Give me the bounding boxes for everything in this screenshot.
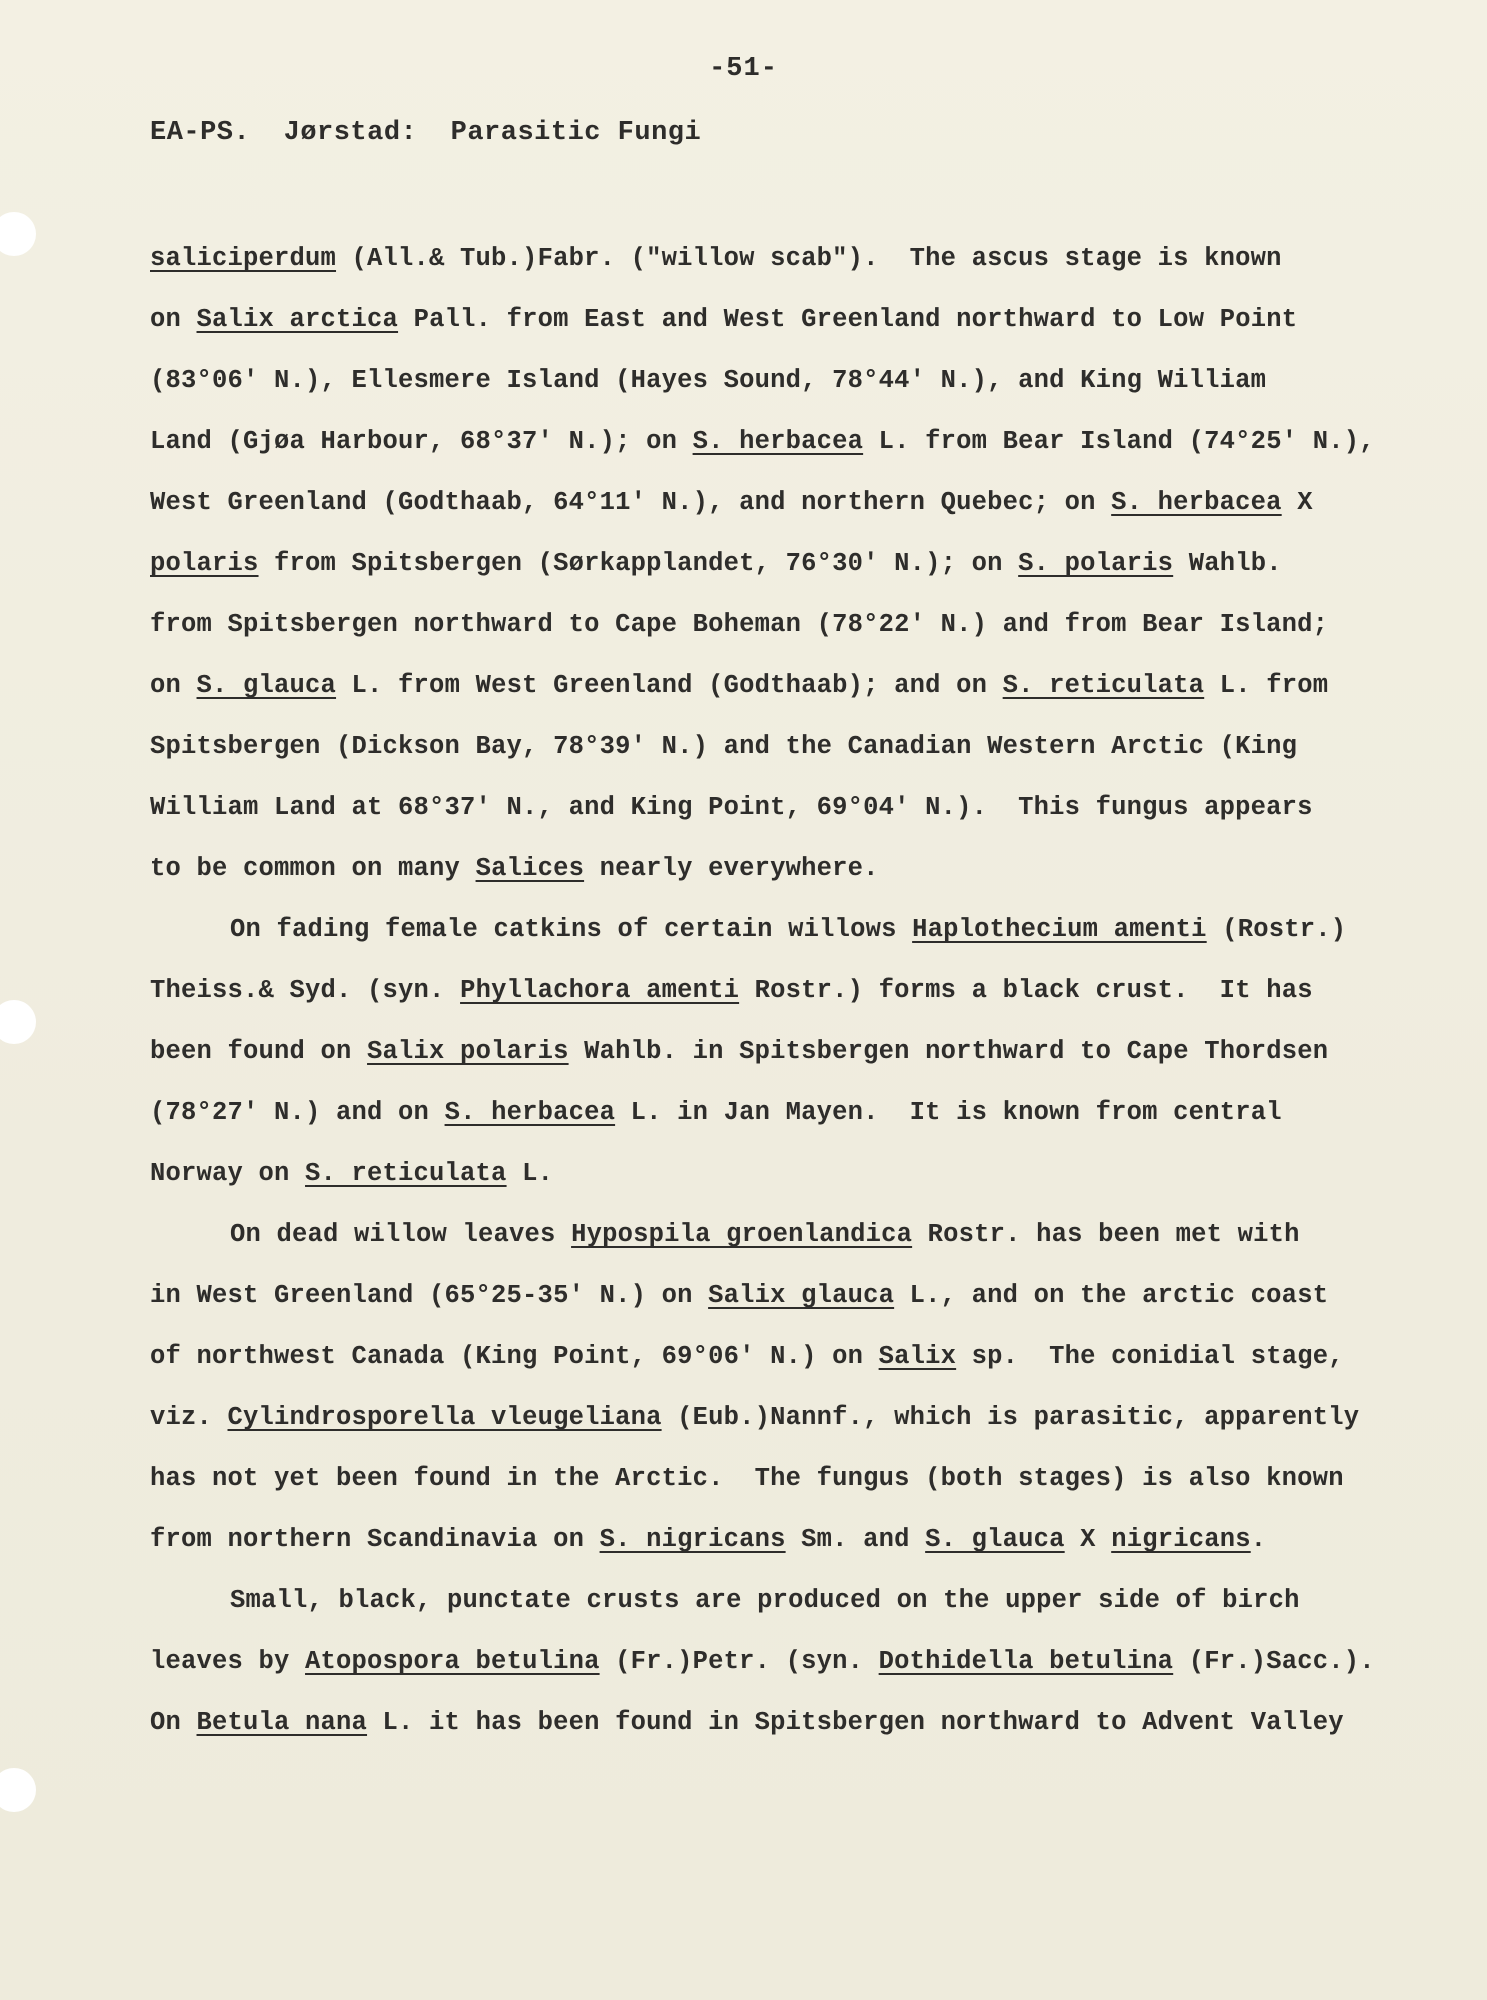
text-segment: leaves by	[150, 1647, 306, 1676]
text-segment: L., and on the arctic coast	[894, 1281, 1329, 1310]
text-line	[150, 594, 1360, 655]
text-segment: from northern Scandinavia on	[150, 1525, 600, 1554]
text-line	[150, 472, 1360, 533]
underlined-taxon: Phyllachora amenti	[460, 976, 740, 1005]
body-text	[150, 228, 1375, 1753]
underlined-taxon: Hypospila groenlandica	[571, 1220, 913, 1249]
text-segment: X	[1281, 488, 1313, 517]
text-segment: L.	[506, 1159, 554, 1188]
underlined-taxon: S. reticulata	[305, 1159, 507, 1188]
text-segment: (Fr.)Sacc.).	[1173, 1647, 1375, 1676]
text-line	[150, 289, 1360, 350]
text-segment: nearly everywhere.	[584, 854, 879, 883]
text-segment: L. from	[1204, 671, 1329, 700]
text-segment: (All.& Tub.)Fabr. ("willow scab"). The ascus stage is known	[336, 244, 1282, 273]
text-segment: Rostr.) forms a black crust. It has	[739, 976, 1313, 1005]
underlined-taxon: nigricans	[1111, 1525, 1251, 1554]
underlined-taxon: S. glauca	[925, 1525, 1065, 1554]
text-line	[150, 1204, 1360, 1265]
text-segment: (Fr.)Petr. (syn.	[599, 1647, 879, 1676]
underlined-taxon: Atopospora betulina	[305, 1647, 600, 1676]
running-head: EA-PS. Jørstad: Parasitic Fungi	[150, 118, 702, 148]
text-segment: On dead willow leaves	[230, 1220, 572, 1249]
underlined-taxon: saliciperdum	[150, 244, 337, 273]
page-number: -51-	[709, 54, 778, 84]
text-segment: Wahlb.	[1173, 549, 1282, 578]
underlined-taxon: Betula nana	[196, 1708, 368, 1737]
text-segment: Theiss.& Syd. (syn.	[150, 976, 461, 1005]
text-line	[150, 777, 1360, 838]
text-line	[150, 1570, 1360, 1631]
text-segment: to be common on many	[150, 854, 476, 883]
text-line	[150, 1143, 1360, 1204]
text-line	[150, 899, 1360, 960]
text-segment: William Land at 68°37' N., and King Point, 69°04' N.). This fungus appears	[150, 793, 1313, 822]
text-line	[150, 1265, 1360, 1326]
text-line	[150, 1082, 1360, 1143]
text-segment: viz.	[150, 1403, 228, 1432]
underlined-taxon: S. glauca	[196, 671, 337, 700]
text-segment: Small, black, punctate crusts are produced on the upper side of birch	[230, 1586, 1300, 1615]
text-segment: Wahlb. in Spitsbergen northward to Cape Thordsen	[568, 1037, 1329, 1066]
underlined-taxon: S. herbacea	[444, 1098, 616, 1127]
underlined-taxon: Salices	[475, 854, 585, 883]
text-segment: L. from West Greenland (Godthaab); and on	[336, 671, 1003, 700]
text-line	[150, 1631, 1375, 1692]
text-segment: X	[1064, 1525, 1112, 1554]
text-segment: sp. The conidial stage,	[956, 1342, 1344, 1371]
underlined-taxon: Salix	[878, 1342, 957, 1371]
text-line	[150, 960, 1360, 1021]
text-segment: of northwest Canada (King Point, 69°06' N.) on	[150, 1342, 879, 1371]
text-segment: Pall. from East and West Greenland northward to Low Point	[398, 305, 1298, 334]
text-segment: (Eub.)Nannf., which is parasitic, apparently	[661, 1403, 1360, 1432]
text-line	[150, 1509, 1360, 1570]
text-line	[150, 1387, 1360, 1448]
text-segment: Spitsbergen (Dickson Bay, 78°39' N.) and the Canadian Western Arctic (King	[150, 732, 1298, 761]
text-segment: Sm. and	[785, 1525, 926, 1554]
text-line	[150, 533, 1360, 594]
text-segment: L. it has been found in Spitsbergen northward to Advent Valley	[367, 1708, 1344, 1737]
text-segment: L. in Jan Mayen. It is known from central	[615, 1098, 1282, 1127]
text-line	[150, 1021, 1360, 1082]
text-segment: On	[150, 1708, 197, 1737]
text-segment: on	[150, 671, 197, 700]
text-segment: from Spitsbergen northward to Cape Boheman (78°22' N.) and from Bear Island;	[150, 610, 1329, 639]
punch-hole	[0, 1000, 36, 1044]
text-segment: L. from Bear Island (74°25' N.),	[863, 427, 1375, 456]
text-segment: been found on	[150, 1037, 368, 1066]
underlined-taxon: Salix glauca	[708, 1281, 895, 1310]
underlined-taxon: Cylindrosporella vleugeliana	[227, 1403, 662, 1432]
text-line	[150, 1692, 1360, 1753]
text-line	[150, 1326, 1360, 1387]
text-line	[150, 228, 1360, 289]
text-line	[150, 411, 1375, 472]
underlined-taxon: Dothidella betulina	[878, 1647, 1174, 1676]
underlined-taxon: polaris	[150, 549, 259, 578]
text-line	[150, 838, 1360, 899]
underlined-taxon: Salix polaris	[367, 1037, 569, 1066]
text-line	[150, 716, 1360, 777]
text-line	[150, 655, 1360, 716]
text-segment: Land (Gjøa Harbour, 68°37' N.); on	[150, 427, 693, 456]
text-segment: on	[150, 305, 197, 334]
text-line	[150, 1448, 1360, 1509]
text-segment: from Spitsbergen (Sørkapplandet, 76°30' N.); on	[258, 549, 1019, 578]
underlined-taxon: S. nigricans	[599, 1525, 786, 1554]
punch-hole	[0, 1768, 36, 1812]
text-segment: in West Greenland (65°25-35' N.) on	[150, 1281, 709, 1310]
text-segment: Rostr. has been met with	[912, 1220, 1300, 1249]
punch-hole	[0, 212, 36, 256]
underlined-taxon: Haplothecium amenti	[912, 915, 1207, 944]
underlined-taxon: S. herbacea	[1111, 488, 1282, 517]
underlined-taxon: Salix arctica	[196, 305, 399, 334]
text-segment: Norway on	[150, 1159, 306, 1188]
text-segment: has not yet been found in the Arctic. The fungus (both stages) is also known	[150, 1464, 1344, 1493]
underlined-taxon: S. reticulata	[1002, 671, 1205, 700]
underlined-taxon: S. polaris	[1018, 549, 1174, 578]
text-segment: (83°06' N.), Ellesmere Island (Hayes Sound, 78°44' N.), and King William	[150, 366, 1267, 395]
text-segment: .	[1250, 1525, 1267, 1554]
text-segment: On fading female catkins of certain willows	[230, 915, 913, 944]
text-segment: (Rostr.)	[1206, 915, 1347, 944]
text-line	[150, 350, 1360, 411]
text-segment: West Greenland (Godthaab, 64°11' N.), and northern Quebec; on	[150, 488, 1112, 517]
underlined-taxon: S. herbacea	[692, 427, 864, 456]
text-segment: (78°27' N.) and on	[150, 1098, 445, 1127]
